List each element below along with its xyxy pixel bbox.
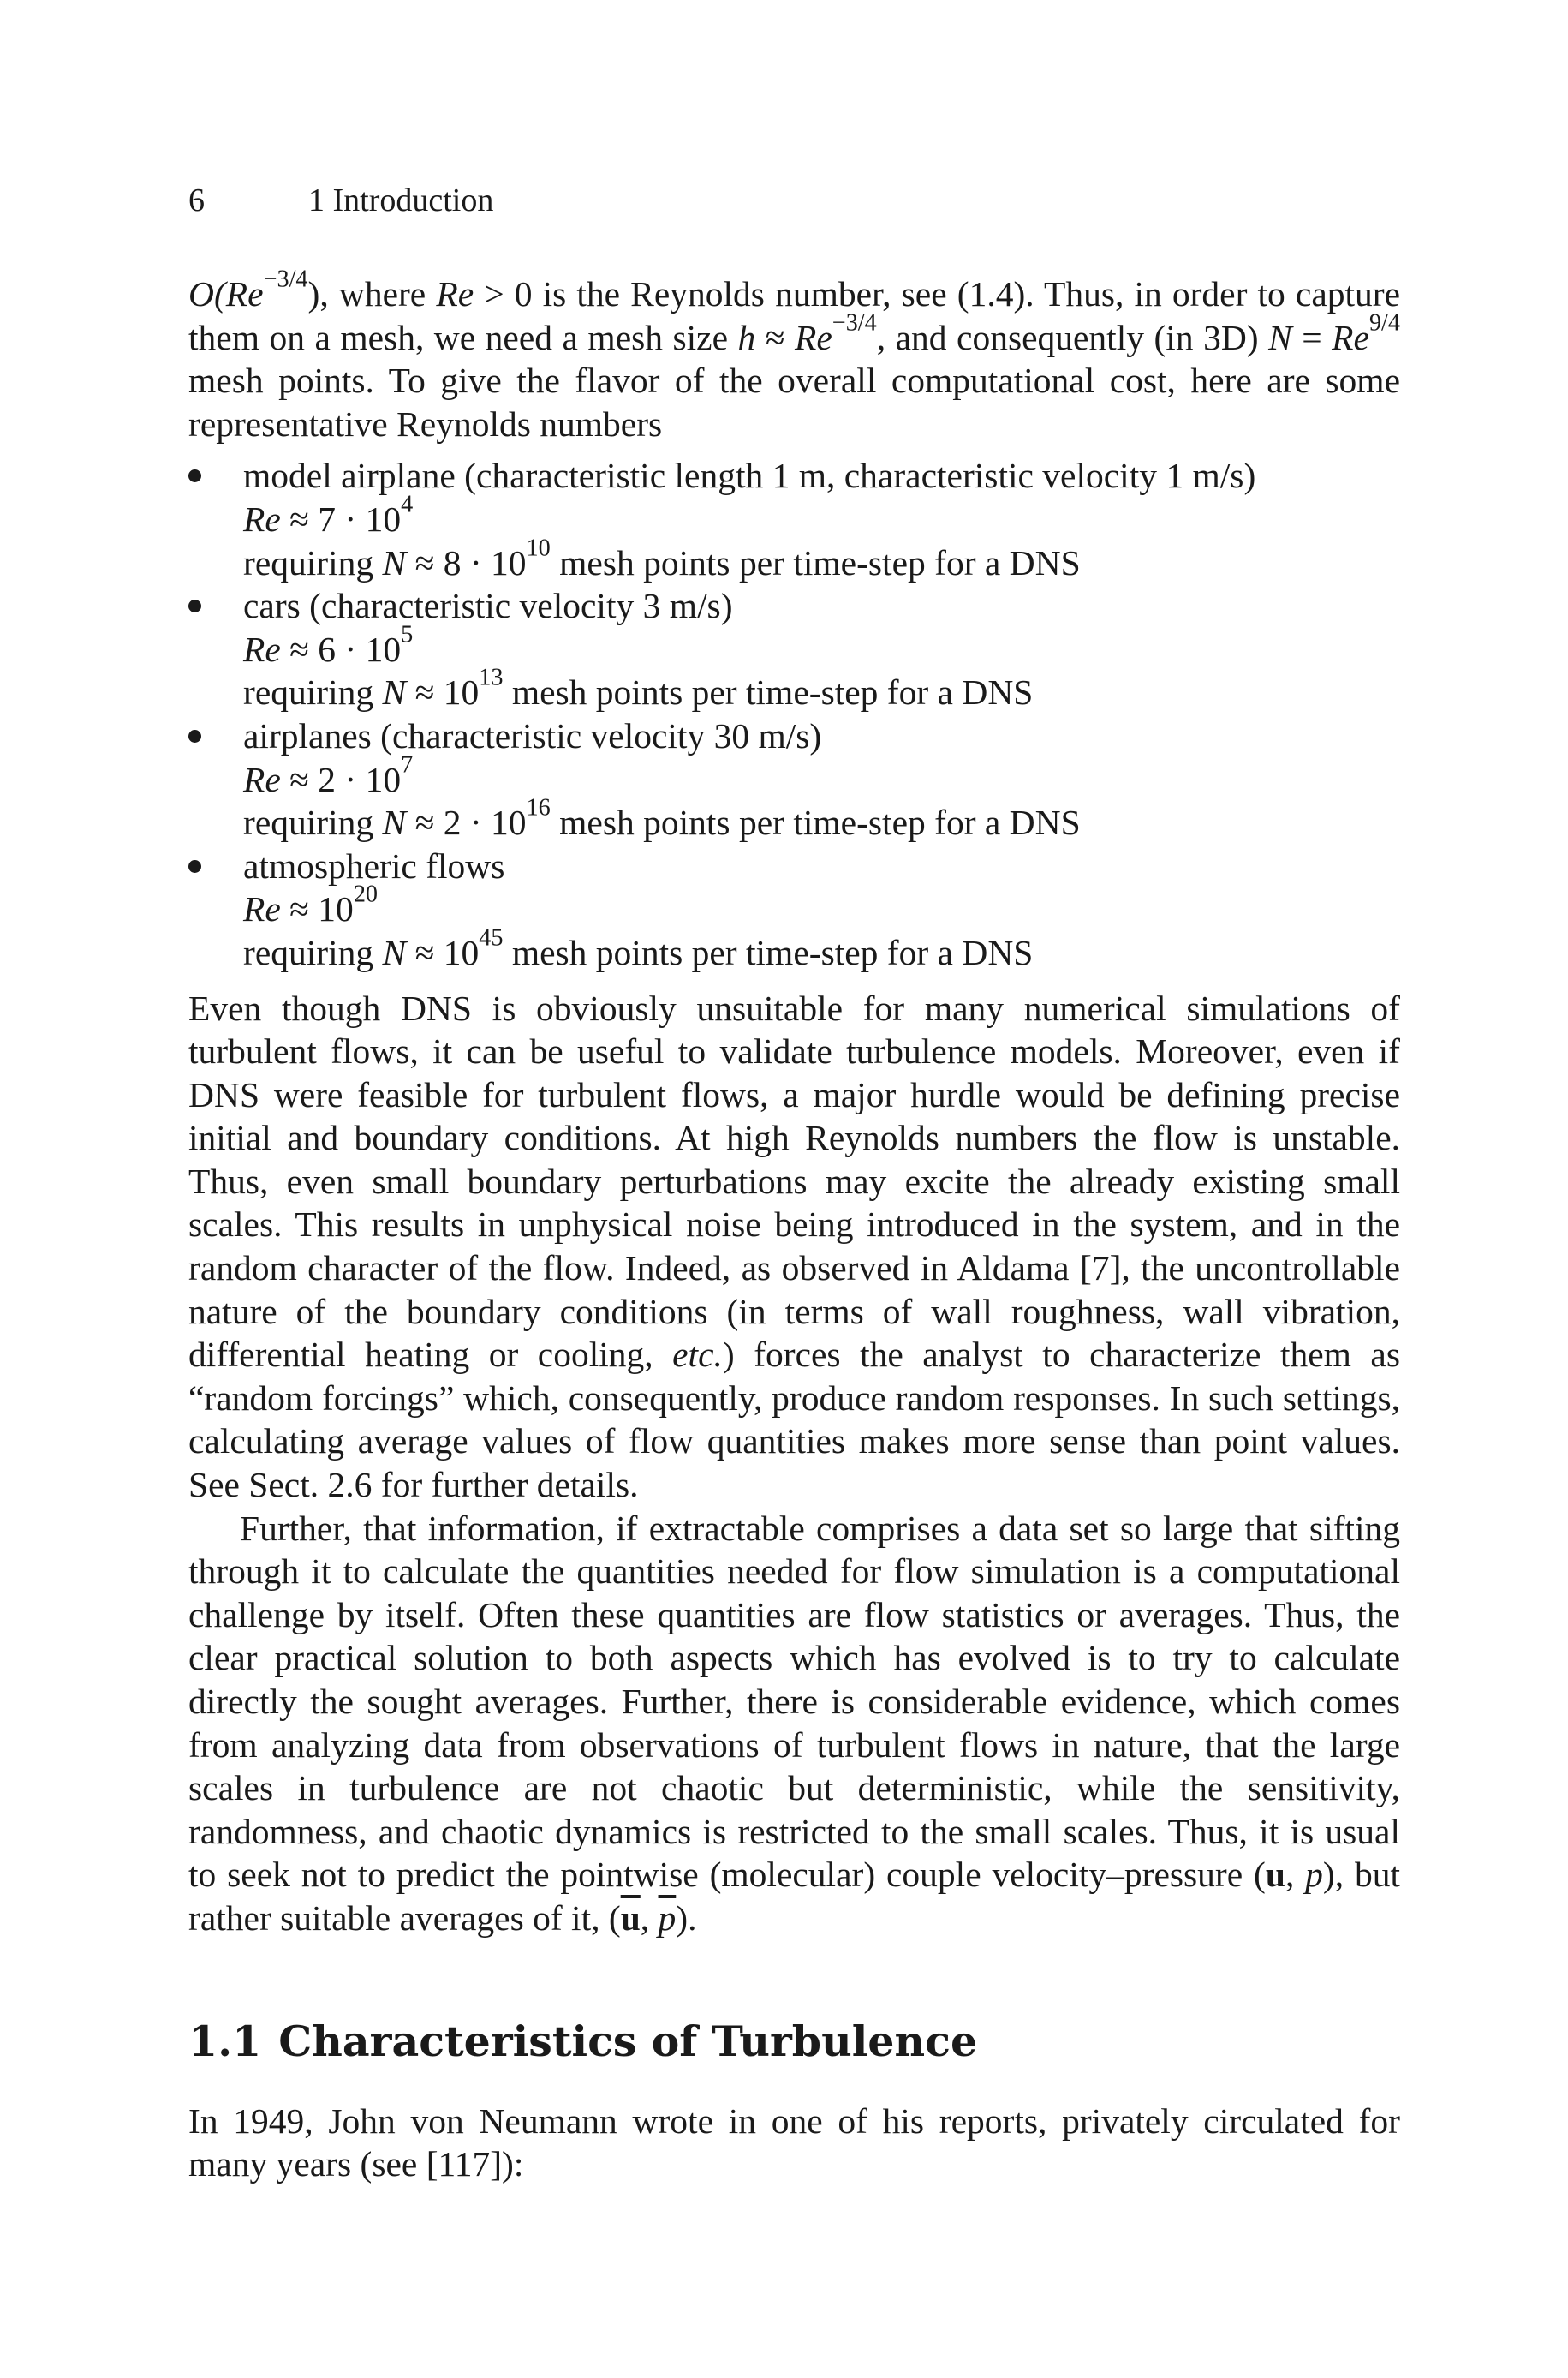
list-item: airplanes (characteristic velocity 30 m/s) $Re \approx 2 \cdot 10^7$ requiring $N \approx 2 \cdot 10^{16}$ mesh points per time-step for a DNS xyxy=(188,714,1400,845)
list-item: cars (characteristic velocity 3 m/s) $Re \approx 6 \cdot 10^5$ requiring $N \approx 10^{13}$ mesh points per time-step for a DNS xyxy=(188,584,1400,714)
section-title: Characteristics of Turbulence xyxy=(278,2016,978,2066)
page-number: 6 xyxy=(188,182,205,218)
reynolds-examples-list xyxy=(188,454,1400,974)
paragraph-dns-validation: Even though DNS is obviously unsuitable for many numerical simulations of turbulent flows, it can be useful to validate turbulence models. Moreover, even if DNS were feasible for turbulent flows, a major hurdle would be defining precise initial and boundary conditions. At high Reynolds numbers the flow is unstable. Thus, even small boundary perturbations may excite the already existing small scales. This results in unphysical noise being introduced in the system, and in the random character of the flow. Indeed, as observed in Aldama [7], the uncontrollable nature of the boundary conditions (in terms of wall roughness, wall vibration, differential heating or cooling, etc.) forces the analyst to characterize them as “random forcings” which, consequently, produce random responses. In such settings, calculating average values of flow quantities makes more sense than point values. See Sect. 2.6 for further details. xyxy=(188,988,1400,1505)
paragraph-averages: Further, that information, if extractable comprises a data set so large that sifting through it to calculate the quantities needed for flow simulation is a computational challenge by itself. Often these quantities are flow statistics or averages. Thus, the clear practical solution to both aspects which has evolved is to try to calculate directly the sought averages. Further, there is considerable evidence, which comes from analyzing data from observations of turbulent flows in nature, that the large scales in turbulence are not chaotic but deterministic, while the sensitivity, randomness, and chaotic dynamics is restricted to the small scales. Thus, it is usual to seek not to predict the pointwise (molecular) couple velocity–pressure (u, p), but rather suitable averages of it, ($\overline{u}$, $\overline{p}$). xyxy=(188,1508,1400,1938)
bullet-icon xyxy=(188,730,201,743)
bullet-icon xyxy=(188,600,201,612)
intro-paragraph: $O(Re^{-3/4})$, where Re > 0 is the Reynolds number, see (1.4). Thus, in order to capture them on a mesh, we need a mesh size $h \approx Re^{-3/4}$, and consequently (in 3D) $N = Re^{9/4}$ mesh points. To give the flavor of the overall computational cost, here are some representative Reynolds numbers xyxy=(188,266,1401,444)
section-heading xyxy=(188,2016,1400,2067)
bullet-icon xyxy=(188,860,201,873)
list-item: model airplane (characteristic length 1 m, characteristic velocity 1 m/s) $Re \approx 7 \cdot 10^4$ requiring $N \approx 8 \cdot 10^{10}$ mesh points per time-step for a DNS xyxy=(188,454,1400,584)
list-item: atmospheric flows $Re \approx 10^{20}$ requiring $N \approx 10^{45}$ mesh points per time-step for a DNS xyxy=(188,845,1400,975)
section-number: 1.1 xyxy=(188,2016,262,2066)
bullet-icon xyxy=(188,469,201,482)
running-head xyxy=(188,180,1400,221)
paragraph-von-neumann: In 1949, John von Neumann wrote in one of his reports, privately circulated for many years (see [117]): xyxy=(188,2100,1400,2184)
book-page xyxy=(188,180,1400,2186)
chapter-title: 1 Introduction xyxy=(308,182,494,218)
